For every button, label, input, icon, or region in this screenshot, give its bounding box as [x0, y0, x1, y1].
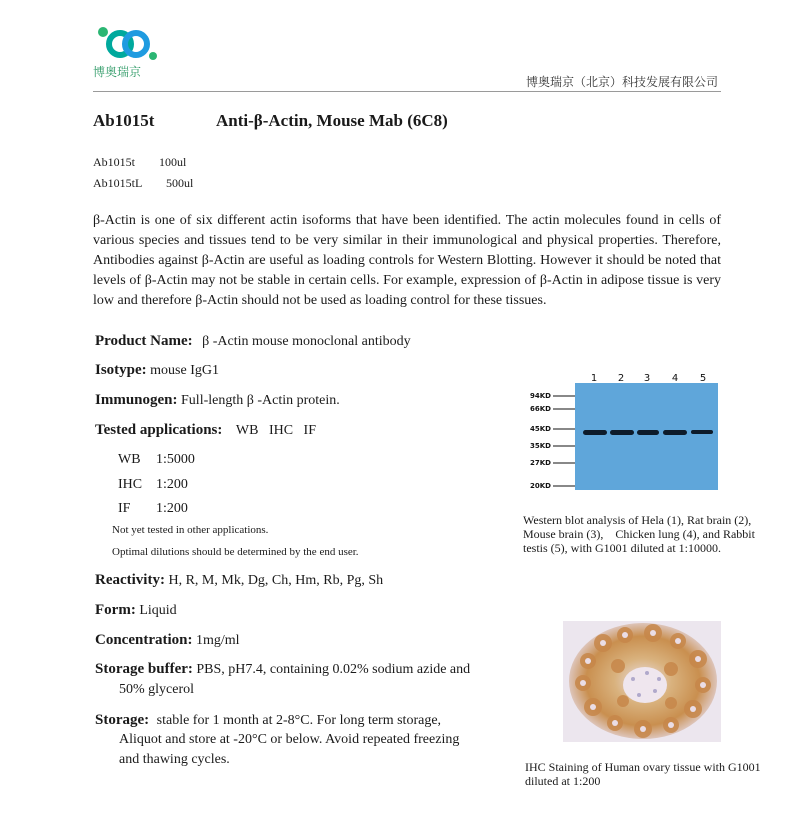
- spec-storage-buffer: [95, 661, 470, 678]
- spec-storage-cont: Aliquot and store at -20°C or below. Avoid repeated freezing: [119, 732, 460, 747]
- marker-label: 27KD: [530, 459, 551, 467]
- spec-concentration: [95, 632, 240, 649]
- spec-label: Isotype:: [95, 362, 147, 378]
- spec-label: Tested applications:: [95, 422, 223, 438]
- marker-label: 45KD: [530, 425, 551, 433]
- spec-label: Storage buffer:: [95, 661, 193, 677]
- lane-label: 5: [699, 373, 707, 384]
- marker-label: 94KD: [530, 392, 551, 400]
- caption-line: testis (5), with G1001 diluted at 1:10000.: [523, 541, 721, 555]
- lane-label: 2: [617, 373, 625, 384]
- caption-line: Mouse brain (3), Chicken lung (4), and Rabbit: [523, 527, 755, 541]
- caption-line: IHC Staining of Human ovary tissue with G1001: [525, 760, 761, 774]
- spec-value: H, R, M, Mk, Dg, Ch, Hm, Rb, Pg, Sh: [168, 573, 384, 588]
- marker-label: 20KD: [530, 482, 551, 490]
- spec-isotype: [95, 362, 219, 379]
- dilution-app: IHC: [118, 477, 143, 492]
- spec-value: WB IHC IF: [235, 423, 317, 438]
- lane-label: 1: [590, 373, 598, 384]
- note-optimal: Optimal dilutions should be determined by the end user.: [112, 546, 359, 558]
- dilution-row: [118, 477, 188, 493]
- note-untested: Not yet tested in other applications.: [112, 524, 269, 536]
- ihc-image: [563, 621, 721, 742]
- product-description: β-Actin is one of six different actin isoforms that have been identified. The actin molecules found in cells of various species and tissues tend to be very similar in their immunological and physical properties. Therefore, Antibodies against β-Actin are useful as loading controls for Western Blotting. However it should be noted that levels of β-Actin may not be stable in certain cells. For example, expression of β-Actin in adipose tissue is very low and therefore β-Actin should not be used as loading control for these tissues.: [93, 213, 721, 308]
- spec-value: mouse IgG1: [150, 363, 219, 378]
- logo-text: 博奥瑞京: [93, 65, 142, 79]
- dilution-app: IF: [118, 501, 131, 516]
- spec-label: Product Name:: [95, 333, 193, 349]
- blot-band: [663, 430, 687, 435]
- spec-label: Form:: [95, 602, 136, 618]
- spec-label: Concentration:: [95, 632, 193, 648]
- western-blot-figure: [523, 365, 721, 495]
- spec-value: PBS, pH7.4, containing 0.02% sodium azide and: [196, 662, 471, 677]
- dilution-app: WB: [118, 452, 141, 467]
- spec-product-name: [95, 333, 411, 350]
- spec-label: Reactivity:: [95, 572, 165, 588]
- dilution-row: [118, 501, 188, 517]
- size-volume-1: 100ul: [159, 155, 187, 169]
- size-code-1: Ab1015t: [93, 155, 135, 169]
- product-title: Anti-β-Actin, Mouse Mab (6C8): [216, 111, 448, 130]
- spec-reactivity: [95, 572, 383, 589]
- blot-membrane: [575, 383, 718, 490]
- spec-value: β -Actin mouse monoclonal antibody: [202, 334, 411, 349]
- blot-band: [583, 430, 607, 435]
- caption-line: diluted at 1:200: [525, 774, 601, 788]
- western-blot-caption: [523, 513, 773, 555]
- spec-storage: [95, 712, 441, 729]
- company-name: 博奥瑞京（北京）科技发展有限公司: [526, 75, 719, 89]
- dilution-ratio: 1:5000: [156, 452, 195, 467]
- dilution-row: [118, 452, 195, 468]
- western-blot-image: [523, 365, 721, 495]
- dilution-ratio: 1:200: [156, 501, 188, 516]
- marker-label: 66KD: [530, 405, 551, 413]
- spec-value: 1mg/ml: [196, 633, 240, 648]
- spec-tested-applications: [95, 422, 316, 439]
- dilution-ratio: 1:200: [156, 477, 188, 492]
- marker-label: 35KD: [530, 442, 551, 450]
- spec-value: Full-length β -Actin protein.: [181, 393, 340, 408]
- logo-rings-icon: [93, 22, 163, 62]
- blot-band: [610, 430, 634, 435]
- spec-storage-buffer-cont: 50% glycerol: [119, 682, 195, 697]
- blot-band: [691, 430, 713, 434]
- spec-form: [95, 602, 177, 619]
- header-divider: [93, 91, 721, 92]
- spec-value: stable for 1 month at 2-8°C. For long term storage,: [156, 713, 442, 728]
- ihc-tissue-image: [563, 621, 721, 742]
- size-code-2: Ab1015tL: [93, 176, 143, 190]
- size-volume-2: 500ul: [166, 176, 194, 190]
- spec-label: Immunogen:: [95, 392, 178, 408]
- spec-value: Liquid: [139, 603, 177, 618]
- spec-storage-cont: and thawing cycles.: [119, 752, 230, 767]
- spec-label: Storage:: [95, 712, 150, 728]
- company-logo: [93, 22, 163, 80]
- catalog-number: Ab1015t: [93, 111, 155, 130]
- ihc-caption: [525, 760, 775, 788]
- blot-band: [637, 430, 659, 435]
- lane-label: 3: [643, 373, 651, 384]
- caption-line: Western blot analysis of Hela (1), Rat brain (2),: [523, 513, 752, 527]
- lane-label: 4: [671, 373, 679, 384]
- spec-immunogen: [95, 392, 340, 409]
